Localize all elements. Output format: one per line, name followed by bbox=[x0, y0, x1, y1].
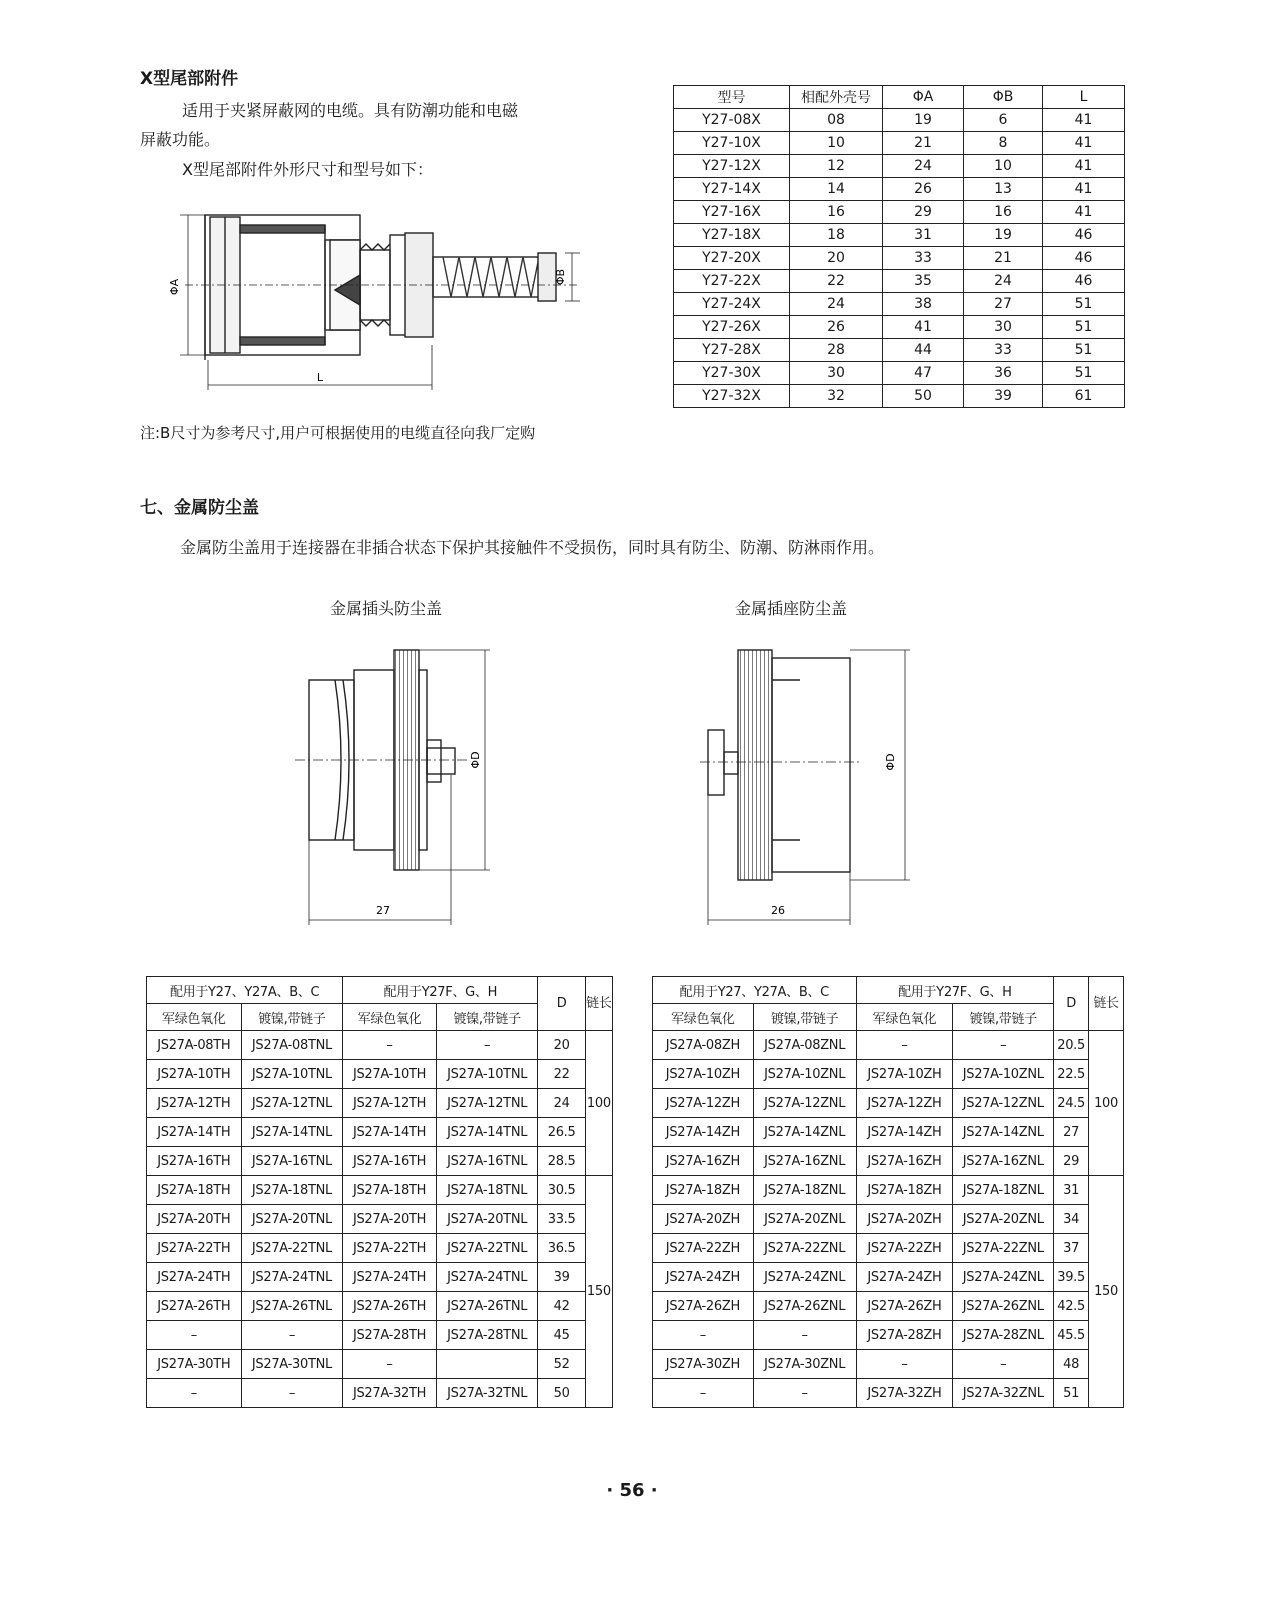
spec-cell: 18 bbox=[790, 224, 883, 247]
spec-cell: 19 bbox=[964, 224, 1043, 247]
socket-table-cell: JS27A-24ZNL bbox=[753, 1263, 856, 1292]
socket-table-cell: – bbox=[856, 1031, 953, 1060]
socket-table-cell: JS27A-20ZH bbox=[653, 1205, 754, 1234]
spec-row bbox=[674, 132, 1125, 155]
plug-table-group-row bbox=[147, 977, 613, 1004]
plug-table-cell: 22 bbox=[538, 1060, 585, 1089]
socket-table-row bbox=[653, 1205, 1124, 1234]
spec-cell: 24 bbox=[790, 293, 883, 316]
socket-table-cell: JS27A-10ZH bbox=[856, 1060, 953, 1089]
socket-table-row bbox=[653, 1350, 1124, 1379]
spec-row bbox=[674, 362, 1125, 385]
socket-phi-d-label: ΦD bbox=[884, 753, 897, 771]
spec-cell: 30 bbox=[790, 362, 883, 385]
socket-cap-drawing bbox=[700, 640, 920, 930]
socket-table-cell: JS27A-20ZH bbox=[856, 1205, 953, 1234]
spec-row bbox=[674, 224, 1125, 247]
plug-table-cell: – bbox=[343, 1350, 437, 1379]
socket-table-cell: JS27A-18ZNL bbox=[753, 1176, 856, 1205]
spec-header-shell: 相配外壳号 bbox=[790, 86, 883, 109]
spec-row bbox=[674, 178, 1125, 201]
plug-table-cell: 30.5 bbox=[538, 1176, 585, 1205]
plug-table-cell: 20 bbox=[538, 1031, 585, 1060]
plug-sub4-header: 镀镍,带链子 bbox=[436, 1004, 538, 1031]
socket-chain-header: 链长 bbox=[1089, 977, 1124, 1031]
plug-table-cell: – bbox=[147, 1379, 242, 1408]
plug-table-cell: JS27A-08TNL bbox=[241, 1031, 343, 1060]
spec-cell: 41 bbox=[1043, 109, 1125, 132]
section-x-note: 注:B尺寸为参考尺寸,用户可根据使用的电缆直径向我厂定购 bbox=[140, 424, 536, 442]
socket-sub1-header: 军绿色氧化 bbox=[653, 1004, 754, 1031]
plug-table-cell: – bbox=[436, 1031, 538, 1060]
plug-table-cell: JS27A-20TH bbox=[343, 1205, 437, 1234]
spec-row bbox=[674, 201, 1125, 224]
plug-table-cell: JS27A-18TNL bbox=[436, 1176, 538, 1205]
spec-cell: 41 bbox=[1043, 201, 1125, 224]
socket-table-cell: JS27A-14ZH bbox=[653, 1118, 754, 1147]
plug-table-row bbox=[147, 1321, 613, 1350]
socket-sub3-header: 军绿色氧化 bbox=[856, 1004, 953, 1031]
x-type-accessory-drawing bbox=[160, 195, 600, 405]
plug-sub3-header: 军绿色氧化 bbox=[343, 1004, 437, 1031]
socket-table-cell: JS27A-14ZH bbox=[856, 1118, 953, 1147]
socket-table-cell: JS27A-10ZH bbox=[653, 1060, 754, 1089]
socket-table-cell: JS27A-22ZH bbox=[856, 1234, 953, 1263]
socket-table-row bbox=[653, 1118, 1124, 1147]
plug-table-cell: JS27A-14TH bbox=[147, 1118, 242, 1147]
spec-cell: 8 bbox=[964, 132, 1043, 155]
spec-cell: 32 bbox=[790, 385, 883, 408]
socket-table-cell: – bbox=[753, 1321, 856, 1350]
socket-table-cell: 45.5 bbox=[1054, 1321, 1089, 1350]
socket-table-cell: JS27A-16ZH bbox=[856, 1147, 953, 1176]
socket-table-cell: 31 bbox=[1054, 1176, 1089, 1205]
section-x-desc-line3: X型尾部附件外形尺寸和型号如下： bbox=[182, 160, 433, 179]
plug-table-cell: JS27A-12TH bbox=[343, 1089, 437, 1118]
plug-table-cell: JS27A-26TNL bbox=[241, 1292, 343, 1321]
spec-cell: 30 bbox=[964, 316, 1043, 339]
socket-table-cell: JS27A-28ZNL bbox=[953, 1321, 1054, 1350]
plug-length-label: 27 bbox=[376, 904, 390, 917]
spec-cell: 44 bbox=[883, 339, 964, 362]
socket-table-cell: JS27A-14ZNL bbox=[753, 1118, 856, 1147]
spec-cell: 6 bbox=[964, 109, 1043, 132]
socket-table-row bbox=[653, 1234, 1124, 1263]
plug-table-cell: JS27A-28TNL bbox=[436, 1321, 538, 1350]
socket-table-row bbox=[653, 1263, 1124, 1292]
spec-cell: Y27-08X bbox=[674, 109, 790, 132]
spec-cell: 16 bbox=[790, 201, 883, 224]
socket-table-cell: JS27A-14ZNL bbox=[953, 1118, 1054, 1147]
plug-table-row bbox=[147, 1205, 613, 1234]
spec-cell: 14 bbox=[790, 178, 883, 201]
spec-cell: 33 bbox=[964, 339, 1043, 362]
spec-row bbox=[674, 385, 1125, 408]
plug-table-cell: 45 bbox=[538, 1321, 585, 1350]
spec-cell: 46 bbox=[1043, 270, 1125, 293]
socket-table-cell: JS27A-30ZH bbox=[653, 1350, 754, 1379]
plug-table-cell: JS27A-22TH bbox=[147, 1234, 242, 1263]
spec-cell: Y27-32X bbox=[674, 385, 790, 408]
plug-cap-drawing bbox=[295, 640, 505, 930]
spec-cell: 51 bbox=[1043, 293, 1125, 316]
spec-row bbox=[674, 293, 1125, 316]
spec-cell: 41 bbox=[1043, 132, 1125, 155]
socket-table-cell: 29 bbox=[1054, 1147, 1089, 1176]
spec-cell: 26 bbox=[883, 178, 964, 201]
spec-cell: 21 bbox=[964, 247, 1043, 270]
plug-table-cell: JS27A-12TNL bbox=[241, 1089, 343, 1118]
socket-length-label: 26 bbox=[771, 904, 785, 917]
plug-table-cell: JS27A-12TNL bbox=[436, 1089, 538, 1118]
spec-row bbox=[674, 270, 1125, 293]
plug-table-row bbox=[147, 1118, 613, 1147]
spec-cell: 47 bbox=[883, 362, 964, 385]
plug-table-cell: JS27A-24TNL bbox=[436, 1263, 538, 1292]
plug-table-cell: 42 bbox=[538, 1292, 585, 1321]
plug-cap-table bbox=[146, 976, 613, 1408]
spec-cell: 46 bbox=[1043, 224, 1125, 247]
page-number: · 56 · bbox=[606, 1480, 658, 1501]
socket-table-cell: JS27A-08ZH bbox=[653, 1031, 754, 1060]
section-x-heading: X型尾部附件 bbox=[140, 69, 239, 89]
socket-group2-header: 配用于Y27F、G、H bbox=[856, 977, 1054, 1004]
section-7-desc: 金属防尘盖用于连接器在非插合状态下保护其接触件不受损伤，同时具有防尘、防潮、防淋雨作用。 bbox=[180, 538, 885, 557]
plug-table-cell: JS27A-18TH bbox=[343, 1176, 437, 1205]
socket-table-cell: JS27A-26ZH bbox=[856, 1292, 953, 1321]
socket-table-cell: JS27A-24ZH bbox=[856, 1263, 953, 1292]
spec-cell: 41 bbox=[1043, 155, 1125, 178]
plug-table-cell: JS27A-16TNL bbox=[436, 1147, 538, 1176]
socket-table-cell: 39.5 bbox=[1054, 1263, 1089, 1292]
plug-table-row bbox=[147, 1147, 613, 1176]
socket-table-row bbox=[653, 1089, 1124, 1118]
socket-table-row bbox=[653, 1292, 1124, 1321]
socket-d-header: D bbox=[1054, 977, 1089, 1031]
socket-table-cell: JS27A-30ZNL bbox=[753, 1350, 856, 1379]
spec-header-l: L bbox=[1043, 86, 1125, 109]
plug-table-cell: – bbox=[147, 1321, 242, 1350]
plug-table-cell: JS27A-28TH bbox=[343, 1321, 437, 1350]
plug-table-cell: JS27A-10TH bbox=[147, 1060, 242, 1089]
socket-table-cell: JS27A-24ZNL bbox=[953, 1263, 1054, 1292]
socket-sub4-header: 镀镍,带链子 bbox=[953, 1004, 1054, 1031]
phi-a-label: ΦA bbox=[168, 278, 181, 296]
x-type-spec-table bbox=[673, 85, 1125, 408]
spec-cell: 38 bbox=[883, 293, 964, 316]
spec-cell: Y27-28X bbox=[674, 339, 790, 362]
socket-table-cell: JS27A-26ZNL bbox=[753, 1292, 856, 1321]
plug-table-cell: 36.5 bbox=[538, 1234, 585, 1263]
socket-table-cell: JS27A-24ZH bbox=[653, 1263, 754, 1292]
spec-header-phi-a: ΦA bbox=[883, 86, 964, 109]
spec-cell: 41 bbox=[883, 316, 964, 339]
socket-table-cell: 20.5 bbox=[1054, 1031, 1089, 1060]
spec-cell: 33 bbox=[883, 247, 964, 270]
spec-cell: Y27-18X bbox=[674, 224, 790, 247]
plug-table-chain-cell: 150 bbox=[585, 1176, 612, 1408]
socket-table-cell: JS27A-32ZNL bbox=[953, 1379, 1054, 1408]
socket-table-cell: JS27A-20ZNL bbox=[953, 1205, 1054, 1234]
spec-cell: 51 bbox=[1043, 316, 1125, 339]
plug-d-header: D bbox=[538, 977, 585, 1031]
spec-cell: Y27-30X bbox=[674, 362, 790, 385]
spec-cell: Y27-10X bbox=[674, 132, 790, 155]
socket-table-cell: 24.5 bbox=[1054, 1089, 1089, 1118]
socket-table-cell: JS27A-22ZNL bbox=[953, 1234, 1054, 1263]
spec-cell: 20 bbox=[790, 247, 883, 270]
socket-table-cell: 51 bbox=[1054, 1379, 1089, 1408]
plug-table-row bbox=[147, 1350, 613, 1379]
spec-cell: 24 bbox=[883, 155, 964, 178]
plug-table-cell: JS27A-24TNL bbox=[241, 1263, 343, 1292]
plug-table-cell: JS27A-32TNL bbox=[436, 1379, 538, 1408]
spec-cell: 08 bbox=[790, 109, 883, 132]
socket-table-cell: JS27A-18ZH bbox=[856, 1176, 953, 1205]
spec-row bbox=[674, 109, 1125, 132]
plug-table-cell: JS27A-18TH bbox=[147, 1176, 242, 1205]
plug-table-cell: JS27A-16TNL bbox=[241, 1147, 343, 1176]
plug-table-cell: JS27A-18TNL bbox=[241, 1176, 343, 1205]
socket-table-cell: JS27A-22ZH bbox=[653, 1234, 754, 1263]
plug-table-row bbox=[147, 1089, 613, 1118]
plug-table-cell: JS27A-20TH bbox=[147, 1205, 242, 1234]
socket-table-cell: – bbox=[653, 1379, 754, 1408]
spec-cell: 27 bbox=[964, 293, 1043, 316]
spec-cell: 12 bbox=[790, 155, 883, 178]
plug-sub1-header: 军绿色氧化 bbox=[147, 1004, 242, 1031]
plug-table-row bbox=[147, 1234, 613, 1263]
plug-table-cell: JS27A-26TNL bbox=[436, 1292, 538, 1321]
spec-cell: Y27-26X bbox=[674, 316, 790, 339]
socket-table-cell: JS27A-16ZNL bbox=[753, 1147, 856, 1176]
spec-row bbox=[674, 155, 1125, 178]
socket-table-cell: 27 bbox=[1054, 1118, 1089, 1147]
section-7-heading: 七、金属防尘盖 bbox=[140, 498, 259, 518]
plug-table-cell: – bbox=[241, 1379, 343, 1408]
socket-table-chain-cell: 150 bbox=[1089, 1176, 1124, 1408]
plug-table-cell: 39 bbox=[538, 1263, 585, 1292]
plug-table-row bbox=[147, 1263, 613, 1292]
spec-cell: 19 bbox=[883, 109, 964, 132]
socket-table-cell: JS27A-12ZNL bbox=[953, 1089, 1054, 1118]
socket-cap-table bbox=[652, 976, 1124, 1408]
spec-cell: 41 bbox=[1043, 178, 1125, 201]
socket-table-cell: 48 bbox=[1054, 1350, 1089, 1379]
plug-cap-title: 金属插头防尘盖 bbox=[330, 599, 443, 618]
socket-table-cell: – bbox=[856, 1350, 953, 1379]
plug-table-cell: JS27A-10TNL bbox=[436, 1060, 538, 1089]
spec-cell: 10 bbox=[790, 132, 883, 155]
plug-chain-header: 链长 bbox=[585, 977, 612, 1031]
socket-table-cell: 22.5 bbox=[1054, 1060, 1089, 1089]
spec-cell: 26 bbox=[790, 316, 883, 339]
plug-table-cell: JS27A-08TH bbox=[147, 1031, 242, 1060]
spec-cell: 35 bbox=[883, 270, 964, 293]
plug-table-cell: JS27A-16TH bbox=[147, 1147, 242, 1176]
plug-table-cell: JS27A-10TH bbox=[343, 1060, 437, 1089]
plug-table-cell: JS27A-30TNL bbox=[241, 1350, 343, 1379]
socket-table-cell: JS27A-28ZH bbox=[856, 1321, 953, 1350]
socket-table-cell: JS27A-16ZNL bbox=[953, 1147, 1054, 1176]
spec-cell: 50 bbox=[883, 385, 964, 408]
plug-table-cell: – bbox=[241, 1321, 343, 1350]
plug-table-cell: JS27A-22TNL bbox=[241, 1234, 343, 1263]
spec-cell: 21 bbox=[883, 132, 964, 155]
spec-cell: Y27-24X bbox=[674, 293, 790, 316]
spec-cell: 24 bbox=[964, 270, 1043, 293]
plug-table-row bbox=[147, 1060, 613, 1089]
spec-row bbox=[674, 339, 1125, 362]
spec-cell: Y27-14X bbox=[674, 178, 790, 201]
plug-phi-d-label: ΦD bbox=[469, 751, 482, 769]
spec-cell: 29 bbox=[883, 201, 964, 224]
socket-table-cell: JS27A-32ZH bbox=[856, 1379, 953, 1408]
spec-row bbox=[674, 247, 1125, 270]
spec-cell: 39 bbox=[964, 385, 1043, 408]
plug-table-cell: JS27A-12TH bbox=[147, 1089, 242, 1118]
plug-table-row bbox=[147, 1292, 613, 1321]
spec-cell: 31 bbox=[883, 224, 964, 247]
socket-table-cell: – bbox=[753, 1379, 856, 1408]
plug-table-cell: 24 bbox=[538, 1089, 585, 1118]
socket-table-sub-row bbox=[653, 1004, 1124, 1031]
plug-table-cell: JS27A-26TH bbox=[147, 1292, 242, 1321]
spec-cell: Y27-12X bbox=[674, 155, 790, 178]
socket-table-cell: JS27A-10ZNL bbox=[953, 1060, 1054, 1089]
spec-cell: 51 bbox=[1043, 362, 1125, 385]
plug-table-row bbox=[147, 1379, 613, 1408]
plug-table-cell bbox=[436, 1350, 538, 1379]
plug-table-cell: JS27A-22TH bbox=[343, 1234, 437, 1263]
plug-table-row bbox=[147, 1176, 613, 1205]
socket-table-cell: JS27A-22ZNL bbox=[753, 1234, 856, 1263]
spec-cell: 46 bbox=[1043, 247, 1125, 270]
plug-table-row bbox=[147, 1031, 613, 1060]
socket-table-cell: – bbox=[953, 1031, 1054, 1060]
spec-header-model: 型号 bbox=[674, 86, 790, 109]
plug-table-cell: JS27A-32TH bbox=[343, 1379, 437, 1408]
plug-table-cell: 33.5 bbox=[538, 1205, 585, 1234]
plug-table-cell: JS27A-14TNL bbox=[241, 1118, 343, 1147]
socket-table-cell: 34 bbox=[1054, 1205, 1089, 1234]
l-label: L bbox=[316, 371, 324, 384]
socket-table-cell: JS27A-20ZNL bbox=[753, 1205, 856, 1234]
socket-table-cell: JS27A-26ZH bbox=[653, 1292, 754, 1321]
socket-table-cell: JS27A-10ZNL bbox=[753, 1060, 856, 1089]
phi-b-label: ΦB bbox=[554, 268, 567, 286]
socket-table-row bbox=[653, 1176, 1124, 1205]
plug-table-cell: JS27A-10TNL bbox=[241, 1060, 343, 1089]
socket-sub2-header: 镀镍,带链子 bbox=[753, 1004, 856, 1031]
socket-table-row bbox=[653, 1060, 1124, 1089]
socket-table-cell: JS27A-18ZNL bbox=[953, 1176, 1054, 1205]
plug-table-cell: 52 bbox=[538, 1350, 585, 1379]
plug-table-cell: JS27A-30TH bbox=[147, 1350, 242, 1379]
socket-table-cell: – bbox=[653, 1321, 754, 1350]
plug-table-cell: JS27A-22TNL bbox=[436, 1234, 538, 1263]
socket-table-cell: 37 bbox=[1054, 1234, 1089, 1263]
socket-cap-title: 金属插座防尘盖 bbox=[735, 599, 848, 618]
socket-table-cell: JS27A-18ZH bbox=[653, 1176, 754, 1205]
section-x-desc-line2: 屏蔽功能。 bbox=[140, 130, 221, 149]
spec-cell: Y27-22X bbox=[674, 270, 790, 293]
socket-table-row bbox=[653, 1031, 1124, 1060]
plug-group2-header: 配用于Y27F、G、H bbox=[343, 977, 538, 1004]
plug-table-cell: JS27A-16TH bbox=[343, 1147, 437, 1176]
spec-row bbox=[674, 316, 1125, 339]
spec-cell: 22 bbox=[790, 270, 883, 293]
plug-table-cell: 28.5 bbox=[538, 1147, 585, 1176]
socket-table-cell: – bbox=[953, 1350, 1054, 1379]
spec-cell: 13 bbox=[964, 178, 1043, 201]
spec-cell: 51 bbox=[1043, 339, 1125, 362]
socket-table-chain-cell: 100 bbox=[1089, 1031, 1124, 1176]
socket-table-row bbox=[653, 1321, 1124, 1350]
socket-table-row bbox=[653, 1379, 1124, 1408]
spec-cell: 16 bbox=[964, 201, 1043, 224]
plug-sub2-header: 镀镍,带链子 bbox=[241, 1004, 343, 1031]
socket-table-cell: 42.5 bbox=[1054, 1292, 1089, 1321]
plug-table-cell: JS27A-20TNL bbox=[436, 1205, 538, 1234]
section-x-desc-line1: 适用于夹紧屏蔽网的电缆。具有防潮功能和电磁 bbox=[182, 101, 519, 120]
plug-table-chain-cell: 100 bbox=[585, 1031, 612, 1176]
socket-table-row bbox=[653, 1147, 1124, 1176]
spec-cell: 10 bbox=[964, 155, 1043, 178]
plug-table-cell: JS27A-24TH bbox=[343, 1263, 437, 1292]
socket-table-cell: JS27A-12ZNL bbox=[753, 1089, 856, 1118]
spec-cell: Y27-20X bbox=[674, 247, 790, 270]
socket-table-cell: JS27A-12ZH bbox=[856, 1089, 953, 1118]
spec-cell: 28 bbox=[790, 339, 883, 362]
plug-table-cell: JS27A-14TH bbox=[343, 1118, 437, 1147]
socket-table-cell: JS27A-12ZH bbox=[653, 1089, 754, 1118]
spec-cell: Y27-16X bbox=[674, 201, 790, 224]
socket-table-cell: JS27A-26ZNL bbox=[953, 1292, 1054, 1321]
spec-cell: 61 bbox=[1043, 385, 1125, 408]
socket-group1-header: 配用于Y27、Y27A、B、C bbox=[653, 977, 857, 1004]
socket-table-group-row bbox=[653, 977, 1124, 1004]
plug-table-cell: 50 bbox=[538, 1379, 585, 1408]
plug-group1-header: 配用于Y27、Y27A、B、C bbox=[147, 977, 343, 1004]
spec-header-row bbox=[674, 86, 1125, 109]
spec-cell: 36 bbox=[964, 362, 1043, 385]
socket-table-cell: JS27A-16ZH bbox=[653, 1147, 754, 1176]
spec-header-phi-b: ΦB bbox=[964, 86, 1043, 109]
plug-table-cell: JS27A-26TH bbox=[343, 1292, 437, 1321]
plug-table-cell: – bbox=[343, 1031, 437, 1060]
plug-table-cell: JS27A-14TNL bbox=[436, 1118, 538, 1147]
plug-table-cell: 26.5 bbox=[538, 1118, 585, 1147]
plug-table-cell: JS27A-20TNL bbox=[241, 1205, 343, 1234]
socket-table-cell: JS27A-08ZNL bbox=[753, 1031, 856, 1060]
plug-table-cell: JS27A-24TH bbox=[147, 1263, 242, 1292]
